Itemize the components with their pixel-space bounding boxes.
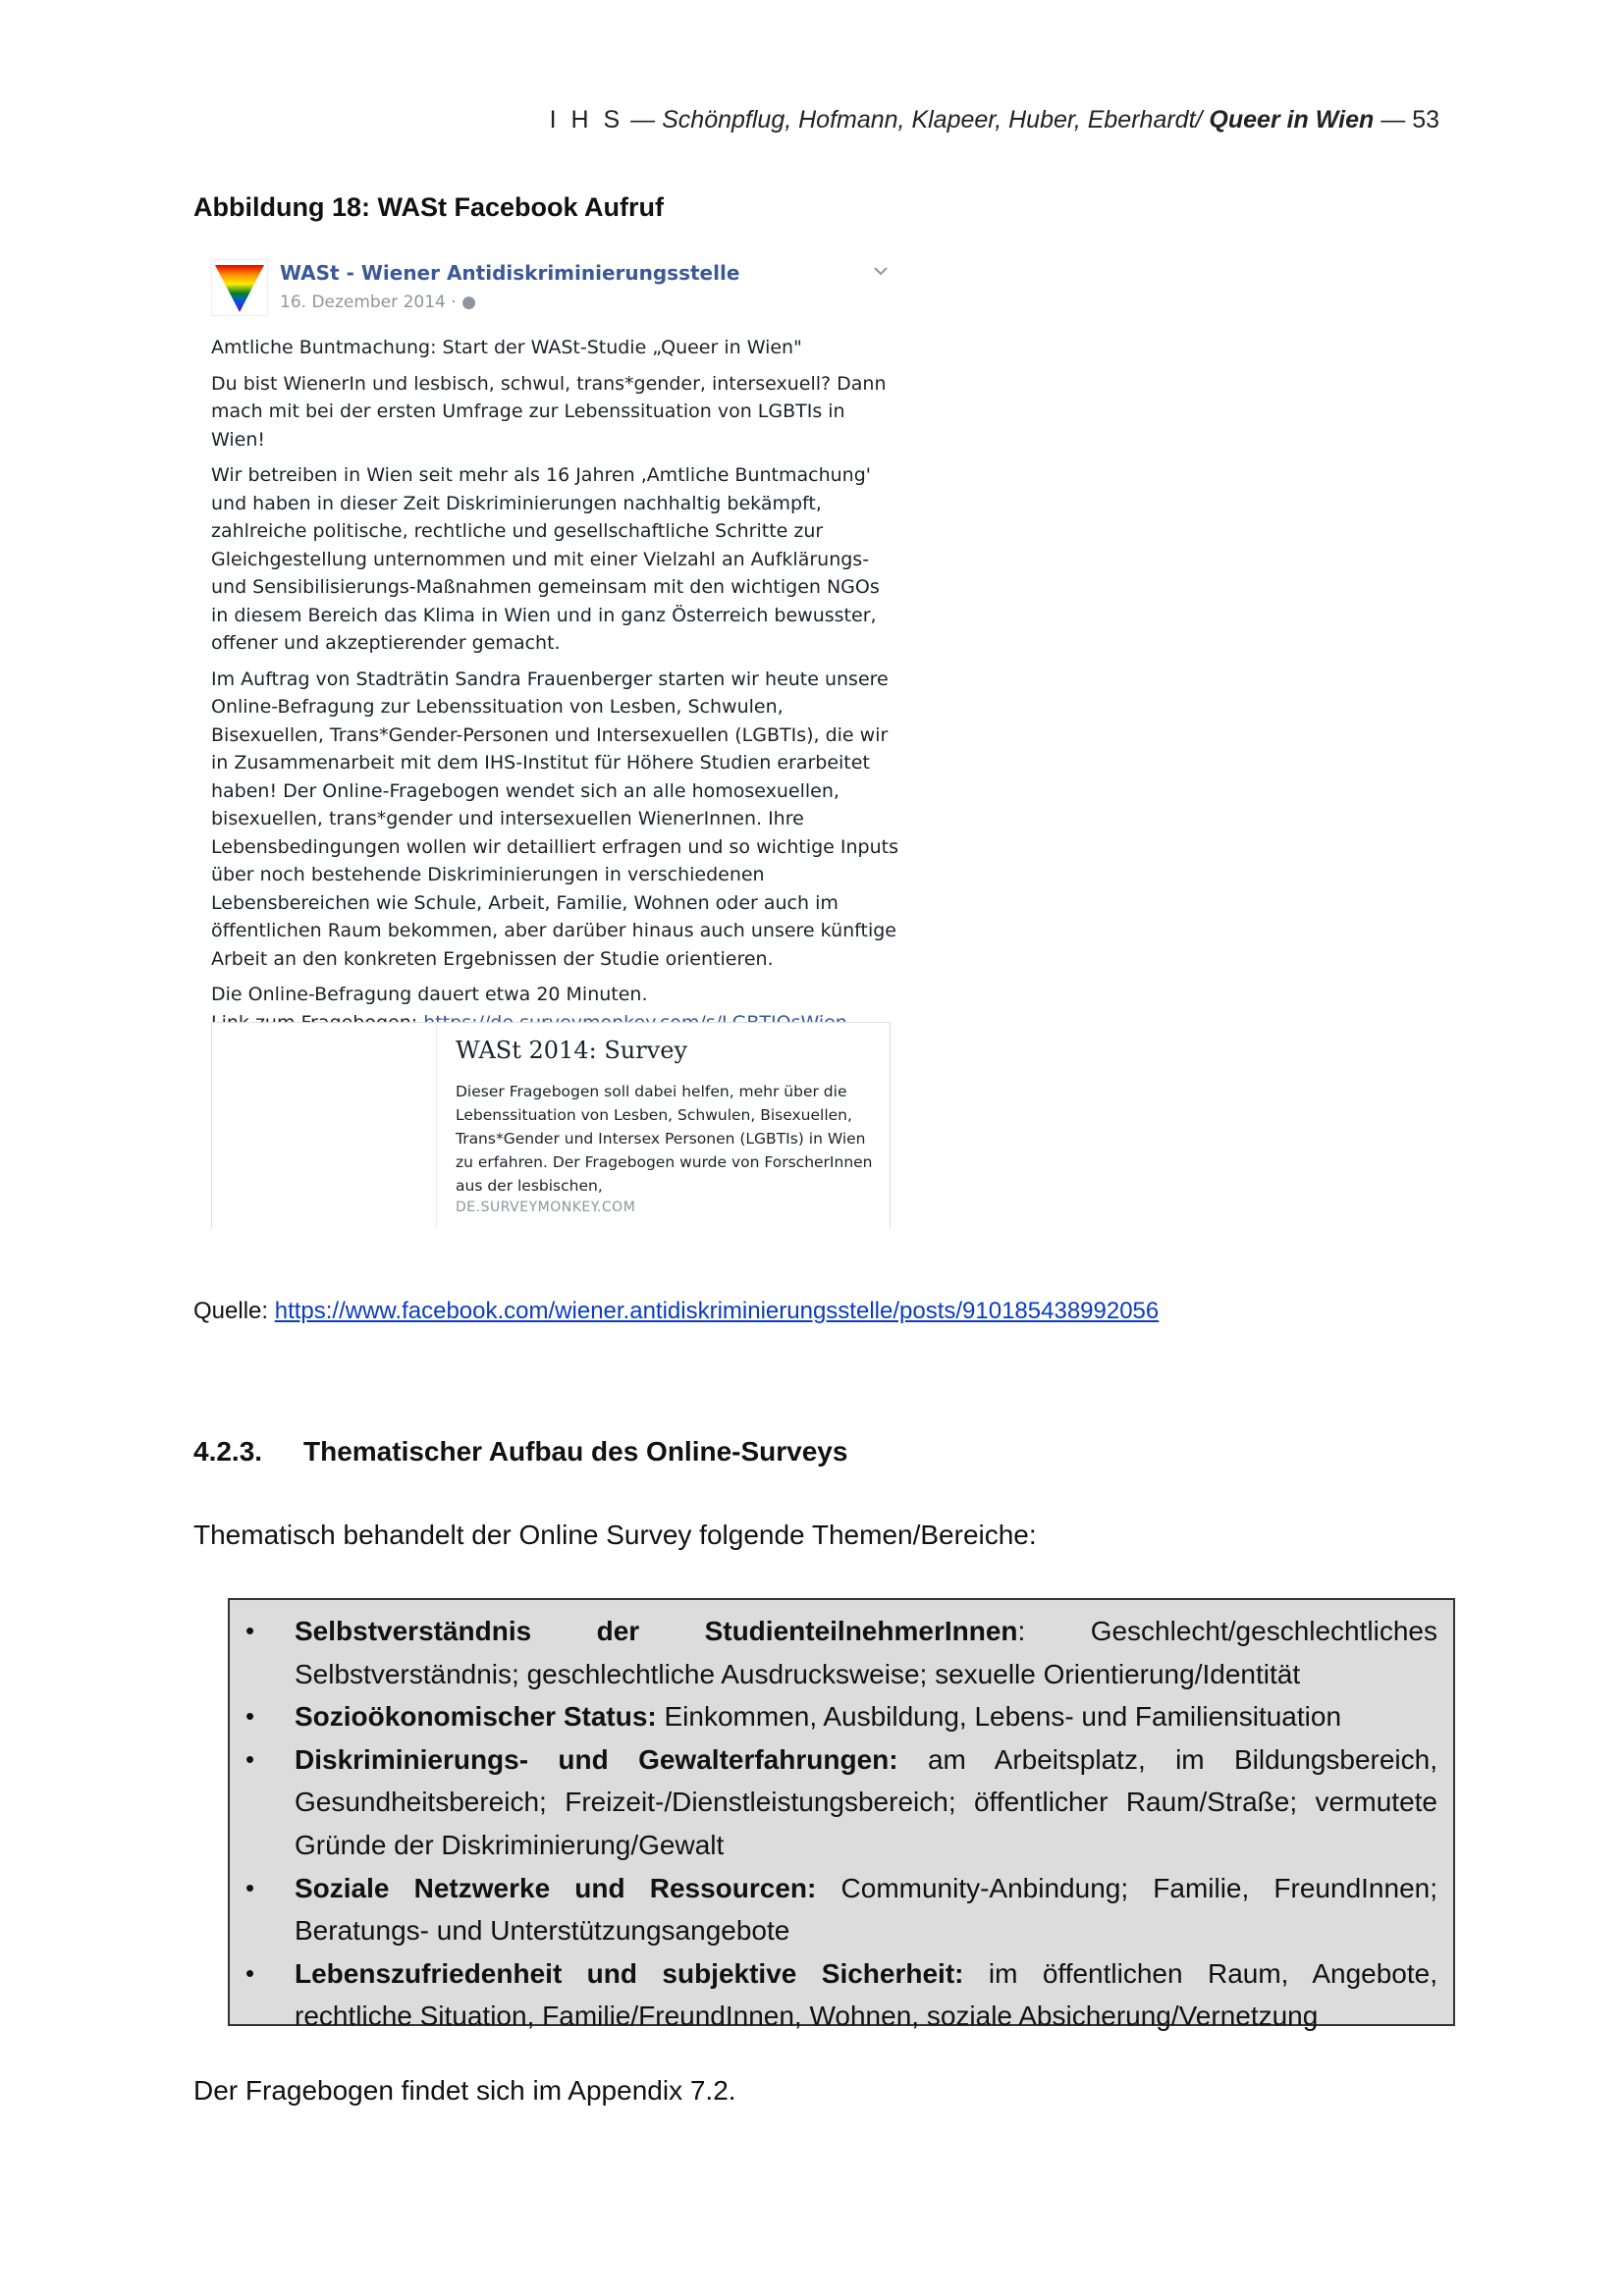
figure-source: Quelle: https://www.facebook.com/wiener.antidiskriminierungsstelle/posts/910185438992056 [193,1298,1160,1324]
bullet: • [245,1616,255,1645]
topics-box [228,1598,1455,2032]
page-number: 53 [1412,106,1439,133]
topic-item: • Sozioökonomischer Status: Einkommen, Ausbildung, Lebens- und Familiensituation [230,1695,1453,1738]
closing-paragraph: Der Fragebogen findet sich im Appendix 7.2. [193,2075,736,2106]
chevron-down-icon[interactable] [871,261,891,281]
post-body [211,334,898,1037]
post-date: 16. Dezember 2014 · ● [280,293,476,312]
globe-icon: ● [461,293,476,312]
header-dash: — [623,106,663,133]
topic-item: • Soziale Netzwerke und Ressourcen: Community-Anbindung; Familie, FreundInnen; Beratungs- und Unterstützungsangebote [230,1867,1453,1952]
preview-title: WASt 2014: Survey [456,1037,688,1064]
topic-item: • Diskriminierungs- und Gewalterfahrungen: am Arbeitsplatz, im Bildungsbereich, Gesundheitsbereich; Freizeit-/Dienstleistungsbereich; öffentlicher Raum/Straße; vermutete Gründe der Diskriminierung/Gewalt [230,1738,1453,1867]
section-number: 4.2.3. [193,1436,263,1467]
post-paragraph: Die Online-Befragung dauert etwa 20 Minuten. [211,981,898,1037]
rainbow-triangle-logo [211,259,268,316]
running-header [550,106,1439,134]
source-link[interactable]: https://www.facebook.com/wiener.antidiskriminierungsstelle/posts/910185438992056 [274,1298,1160,1324]
post-paragraph: Wir betreiben in Wien seit mehr als 16 Jahren ‚Amtliche Buntmachung' und haben in dieser Zeit Diskriminierungen nachhaltig bekämpft, zahlreiche politische, rechtliche und gesellschaftliche Schritte zur Gleichgestellung unternommen und mit einer Vielzahl an Aufklärungs- und Sensibilisierungs-Maßnahmen gemeinsam mit den wichtigen NGOs in diesem Bereich das Klima in Wien und in ganz Österreich bewusster, offener und akzeptierender gemacht. [211,464,880,654]
bullet: • [245,1872,255,1902]
bullet: • [245,1743,255,1774]
post-paragraph: Im Auftrag von Stadträtin Sandra Frauenberger starten wir heute unsere Online-Befragung zur Lebenssituation von Lesben, Schwulen, Bisexuellen, Trans*Gender-Personen und Intersexuellen (LGBTIs), die wir in Zusammenarbeit mit dem IHS-Institut für Höhere Studien erarbeitet haben! Der Online-Fragebogen wendet sich an alle homosexuellen, bisexuellen, trans*gender und intersexuellen WienerInnen. Ihre Lebensbedingungen wollen wir detailliert erfragen und so wichtige Inputs über noch bestehende Diskriminierungen in verschiedenen Lebensbereichen wie Schule, Arbeit, Familie, Wohnen oder auch im öffentlichen Raum bekommen, aber darüber hinaus auch unsere künftige Arbeit an den konkreten Ergebnissen der Studie orientieren. [211,667,898,970]
preview-thumbnail [212,1023,437,1229]
section-title: Thematischer Aufbau des Online-Surveys [303,1436,848,1467]
intro-paragraph: Thematisch behandelt der Online Survey folgende Themen/Bereiche: [193,1520,1037,1550]
header-institute: I H S [549,106,624,133]
bullet: • [245,1701,255,1732]
link-preview-card[interactable] [211,1022,891,1229]
figure-caption: Abbildung 18: WASt Facebook Aufruf [193,192,664,222]
facebook-post-screenshot [201,251,906,1228]
post-paragraph: Amtliche Buntmachung: Start der WASt-Studie „Queer in Wien" [211,337,802,358]
preview-domain: DE.SURVEYMONKEY.COM [456,1200,636,1215]
topic-item: • Lebenszufriedenheit und subjektive Sicherheit: im öffentlichen Raum, Angebote, rechtliche Situation, Familie/FreundInnen, Wohnen, soziale Absicherung/Vernetzung [230,1952,1453,2038]
page-name-link[interactable]: WASt - Wiener Antidiskriminierungsstelle [280,261,740,285]
preview-description: Dieser Fragebogen soll dabei helfen, mehr über die Lebenssituation von Lesben, Schwulen, Bisexuellen, Trans*Gender und Intersex Personen (LGBTIs) in Wien zu erfahren. Der Fragebogen wurde von ForscherInnen aus der lesbischen, [456,1083,873,1195]
header-title: Queer in Wien [1202,106,1375,133]
header-authors: Schönpflug, Hofmann, Klapeer, Huber, Eberhardt/ [662,106,1203,133]
post-paragraph: Du bist WienerIn und lesbisch, schwul, trans*gender, intersexuell? Dann mach mit bei der ersten Umfrage zur Lebenssituation von LGBTIs in Wien! [211,372,887,451]
topics-list [230,1610,1453,2038]
header-dash: — [1374,106,1413,133]
section-heading [193,1436,847,1468]
topic-item: • Selbstverständnis der StudienteilnehmerInnen: Geschlecht/geschlechtliches Selbstverständnis; geschlechtliche Ausdrucksweise; sexuelle Orientierung/Identität [230,1610,1453,1695]
bullet: • [245,1957,255,1988]
